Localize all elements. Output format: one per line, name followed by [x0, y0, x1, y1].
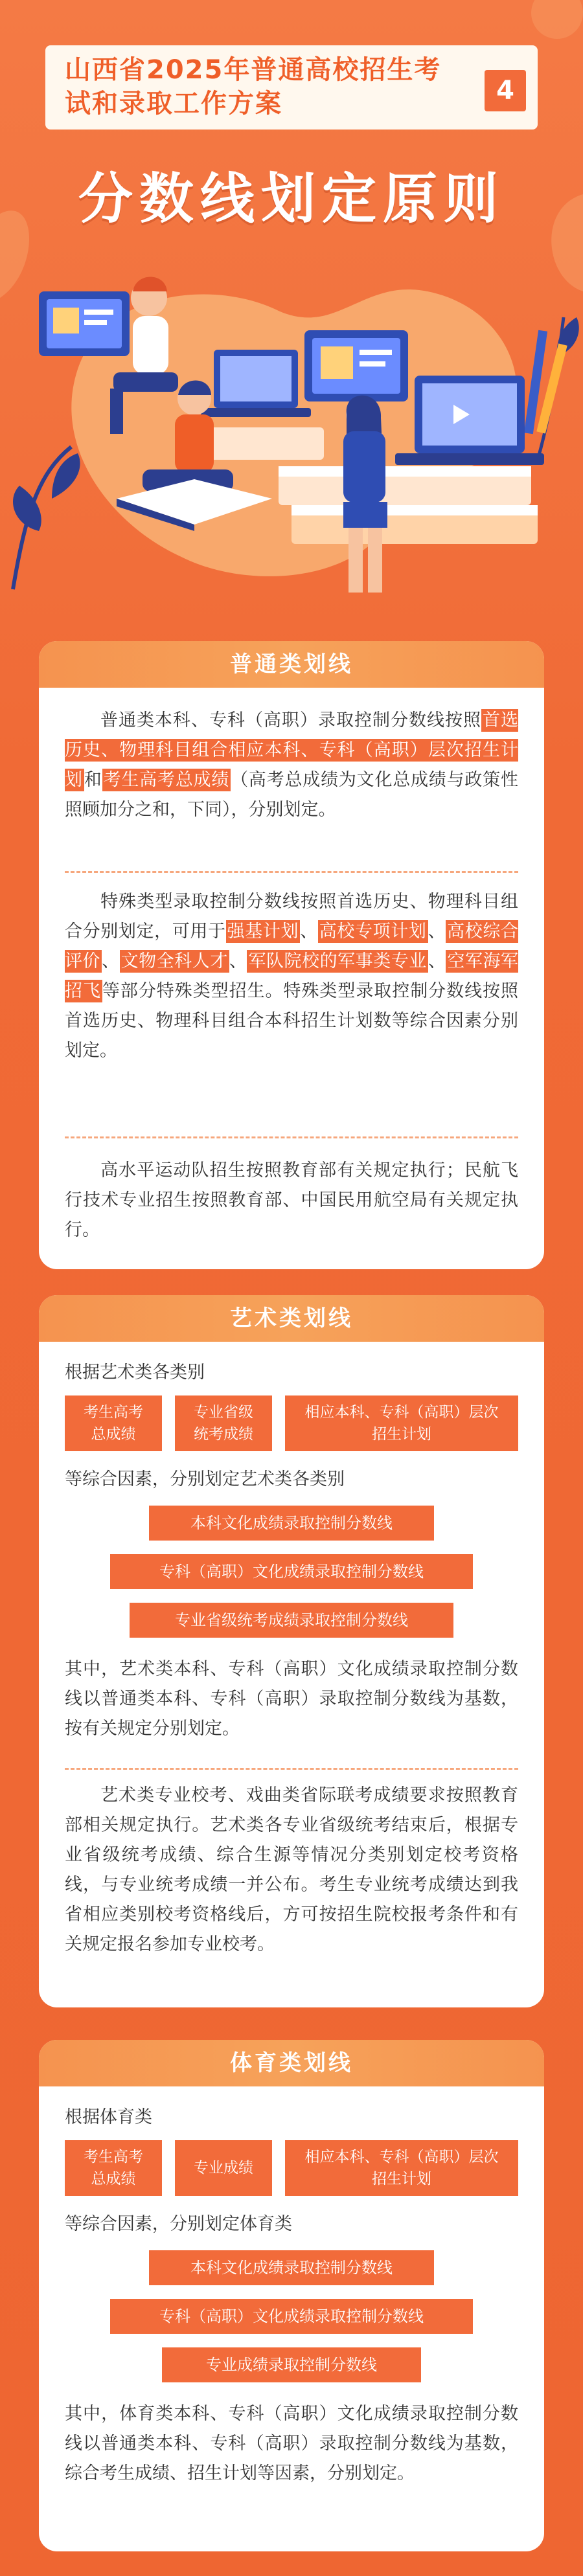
- art-box-total-score: 考生高考 总成绩: [65, 1395, 162, 1451]
- art-box-plan: 相应本科、专科（高职）层次 招生计划: [285, 1395, 518, 1451]
- art-paragraph-1: 其中，艺术类本科、专科（高职）文化成绩录取控制分数线以普通类本科、专科（高职）录取控制分数线为基数，按有关规定分别划定。: [65, 1659, 518, 1739]
- art-line-college: 专科（高职）文化成绩录取控制分数线: [110, 1554, 473, 1589]
- highlight-relics: 文物全科人才: [120, 951, 228, 971]
- highlight-comprehensive: 高校综合评价: [65, 921, 518, 971]
- art-section-title: 艺术类划线: [230, 1305, 353, 1331]
- study-illustration: [0, 253, 583, 615]
- sports-lead-2: 等综合因素，分别划定体育类: [65, 2214, 292, 2234]
- sports-section-title: 体育类划线: [230, 2050, 353, 2076]
- art-box-provincial-exam: 专业省级 统考成绩: [175, 1395, 272, 1451]
- header-banner: [45, 45, 538, 130]
- sports-line-undergrad: 本科文化成绩录取控制分数线: [149, 2250, 434, 2285]
- sports-paragraph-1: 其中，体育类本科、专科（高职）文化成绩录取控制分数线以普通类本科、专科（高职）录取控制分数线为基数，综合考生成绩、招生计划等因素，分别划定。: [65, 2404, 518, 2483]
- sports-section-header: [39, 2040, 544, 2086]
- page-title: 分数线划定原则: [78, 167, 505, 231]
- general-paragraph-3: 高水平运动队招生按照教育部有关规定执行；民航飞行技术专业招生按照教育部、中国民用航空局有关规定执行。: [65, 1160, 518, 1240]
- art-paragraph-2: 艺术类专业校考、戏曲类省际联考成绩要求按照教育部相关规定执行。艺术类各专业省级统考结束后，根据专业省级统考成绩、综合生源等情况分类别划定校考资格线，与专业统考成绩一并公布。考生专业统考成绩达到我省相应类别校考资格线后，方可按招生院校报考条件和有关规定报名参加专业校考。: [65, 1785, 518, 1954]
- sports-box-plan: 相应本科、专科（高职）层次 招生计划: [285, 2140, 518, 2196]
- divider: [65, 1768, 518, 1770]
- general-paragraph-1: 普通类本科、专科（高职）录取控制分数线按照首选历史、物理科目组合相应本科、专科（高职）层次招生计划和考生高考总成绩（高考总成绩为文化总成绩与政策性照顾加分之和，下同），分别划定。: [65, 710, 519, 820]
- sports-lead-1: 根据体育类: [65, 2107, 152, 2127]
- sports-line-college: 专科（高职）文化成绩录取控制分数线: [110, 2299, 473, 2334]
- art-line-undergrad: 本科文化成绩录取控制分数线: [149, 1506, 434, 1541]
- highlight-special-plan: 高校专项计划: [319, 921, 427, 942]
- header-number-badge: 4: [485, 70, 526, 111]
- sports-box-professional-score: 专业成绩: [175, 2140, 272, 2196]
- divider: [65, 1136, 518, 1138]
- general-section-header: [39, 641, 544, 688]
- general-paragraph-2: 特殊类型录取控制分数线按照首选历史、物理科目组合分别划定，可用于强基计划、高校专项计划、高校综合评价、文物全科人才、军队院校的军事类专业、空军海军招飞等部分特殊类型招生。特殊类型录取控制分数线按照首选历史、物理科目组合本科招生计划数等综合因素分别划定。: [65, 892, 519, 1061]
- art-section: [39, 1295, 544, 2007]
- highlight-pilot: 空军海军招飞: [65, 951, 519, 1001]
- art-line-provincial: 专业省级统考成绩录取控制分数线: [130, 1603, 453, 1638]
- general-section-title: 普通类划线: [230, 651, 353, 677]
- highlight-total-score: 考生高考总成绩: [103, 770, 230, 790]
- highlight-strong-base: 强基计划: [227, 921, 299, 942]
- art-section-header: [39, 1295, 544, 1342]
- header-title: 山西省2025年普通高校招生考试和录取工作方案: [65, 55, 442, 119]
- sports-line-professional: 专业成绩录取控制分数线: [162, 2347, 421, 2382]
- highlight-military: 军队院校的军事类专业: [248, 951, 427, 971]
- highlight-plan: 首选历史、物理科目组合相应本科、专科（高职）层次招生计划: [65, 710, 518, 790]
- sports-box-total-score: 考生高考 总成绩: [65, 2140, 162, 2196]
- general-section: [39, 641, 544, 1269]
- art-lead-1: 根据艺术类各类别: [65, 1362, 205, 1383]
- sports-section: [39, 2040, 544, 2551]
- art-lead-2: 等综合因素，分别划定艺术类各类别: [65, 1469, 345, 1489]
- divider: [65, 871, 518, 873]
